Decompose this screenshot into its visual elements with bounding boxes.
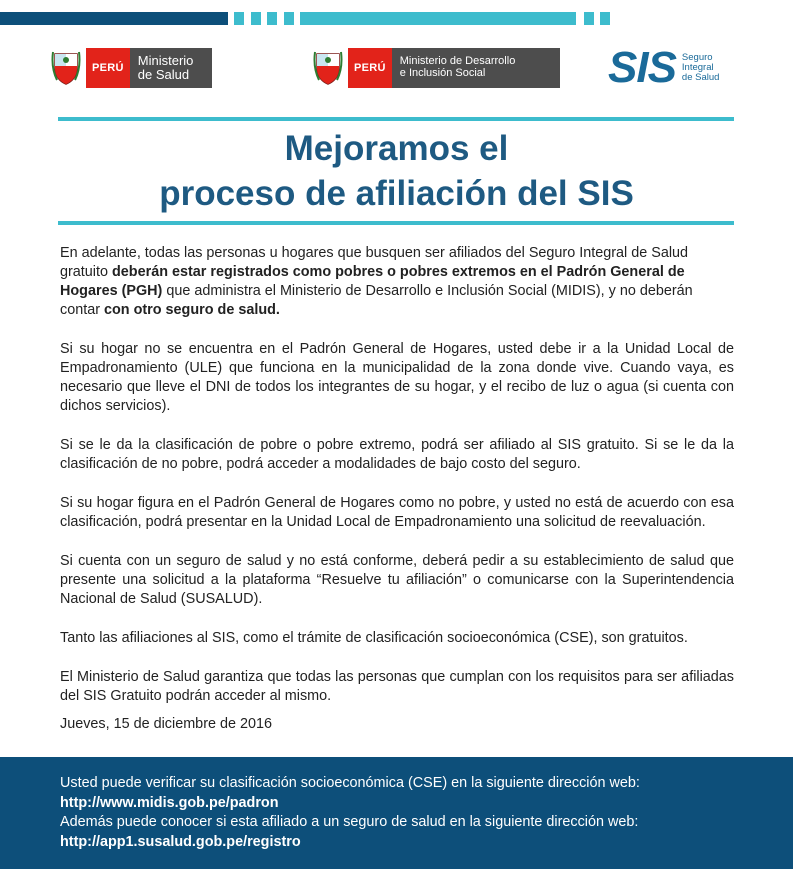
page-title-line1: Mejoramos el <box>284 129 509 168</box>
footer-content <box>60 774 750 852</box>
top-bar-segment <box>584 12 594 25</box>
midis-name-line2: e Inclusión Social <box>399 67 486 79</box>
minsa-logo <box>50 48 212 88</box>
top-bar-segment <box>600 12 610 25</box>
footer-banner <box>0 757 793 869</box>
midis-name-line1: Ministerio de Desarrollo <box>399 55 516 68</box>
sis-logo-line1: Seguro <box>681 52 713 64</box>
minsa-name-line1: Ministerio <box>137 53 194 69</box>
paragraph-7: El Ministerio de Salud garantiza que todas las personas que cumplan con los requisitos para ser afiliadas del SIS Gratuito podrán acceder al mismo. <box>60 669 734 704</box>
title-bottom-rule <box>58 221 734 225</box>
paragraph-1-part-a: En adelante, todas las personas u hogares que busquen ser afiliados del Seguro Integral de Salud gratuito <box>60 245 689 280</box>
title-top-rule <box>58 117 734 121</box>
paragraph-4: Si su hogar figura en el Padrón General de Hogares como no pobre, y usted no está de acuerdo con esa clasificación, podrá presentar en la Unidad Local de Empadronamiento una solicitud de reevaluación. <box>60 495 734 530</box>
peru-label: PERÚ <box>348 48 392 88</box>
paragraph-1-emphasis-seguro: con otro seguro de salud. <box>104 302 280 318</box>
page-title <box>0 126 793 216</box>
paragraph-1 <box>60 244 734 320</box>
paragraph-3: Si se le da la clasificación de pobre o pobre extremo, podrá ser afiliado al SIS gratuito. Si se le da la clasificación de no pobre, podrá acceder a modalidades de bajo costo del seguro. <box>60 437 734 472</box>
sis-logo-line3: de Salud <box>681 71 720 83</box>
midis-name <box>392 48 560 88</box>
sis-logo-text <box>682 53 720 83</box>
paragraph-6: Tanto las afiliaciones al SIS, como el trámite de clasificación socioeconómica (CSE), son gratuitos. <box>60 630 688 646</box>
top-bar-segment <box>284 12 294 25</box>
top-bar-segment <box>234 12 244 25</box>
minsa-name-line2: de Salud <box>137 67 190 82</box>
peru-coat-of-arms-icon <box>50 48 82 88</box>
midis-logo <box>312 48 560 88</box>
footer-susalud-text: Además puede conocer si esta afiliado a un seguro de salud en la siguiente dirección web: <box>60 814 639 830</box>
peru-coat-of-arms-icon <box>312 48 344 88</box>
footer-susalud-link[interactable]: http://app1.susalud.gob.pe/registro <box>60 833 301 850</box>
paragraph-2: Si su hogar no se encuentra en el Padrón General de Hogares, usted debe ir a la Unidad Local de Empadronamiento (ULE) que funciona en la municipalidad de la zona donde vive. Cuando vaya, es necesario que lleve el DNI de todos los integrantes de su hogar, y el recibo de luz o agua (si cuenta con dichos servicios). <box>60 341 734 414</box>
top-bar-segment <box>251 12 261 25</box>
minsa-name <box>130 48 212 88</box>
peru-label: PERÚ <box>86 48 130 88</box>
page-title-line2: proceso de afiliación del SIS <box>159 174 634 213</box>
logo-row <box>0 43 793 92</box>
sis-logo-mark: SIS <box>608 43 676 92</box>
sis-logo <box>608 43 720 92</box>
paragraph-5: Si cuenta con un seguro de salud y no está conforme, deberá pedir a su establecimiento de salud que presente una solicitud a la plataforma “Resuelve tu afiliación” o comunicarse con la Superintendencia Nacional de Salud (SUSALUD). <box>60 553 734 607</box>
top-bar-segment <box>300 12 576 25</box>
body-text <box>60 244 734 726</box>
footer-midis-link[interactable]: http://www.midis.gob.pe/padron <box>60 794 279 811</box>
top-bar-segment <box>0 12 228 25</box>
sis-logo-line2: Integral <box>681 62 714 74</box>
paragraph-1-emphasis-pgh: deberán estar registrados como pobres o pobres extremos en el Padrón General de Hogares (PGH) <box>60 264 685 299</box>
paragraph-1-part-c: que administra el Ministerio de Desarrollo e Inclusión Social (MIDIS), y no deberán contar <box>60 283 693 318</box>
top-bar-segment <box>267 12 277 25</box>
footer-cse-text: Usted puede verificar su clasificación socioeconómica (CSE) en la siguiente dirección web: <box>60 775 640 791</box>
publication-date: Jueves, 15 de diciembre de 2016 <box>60 716 273 732</box>
